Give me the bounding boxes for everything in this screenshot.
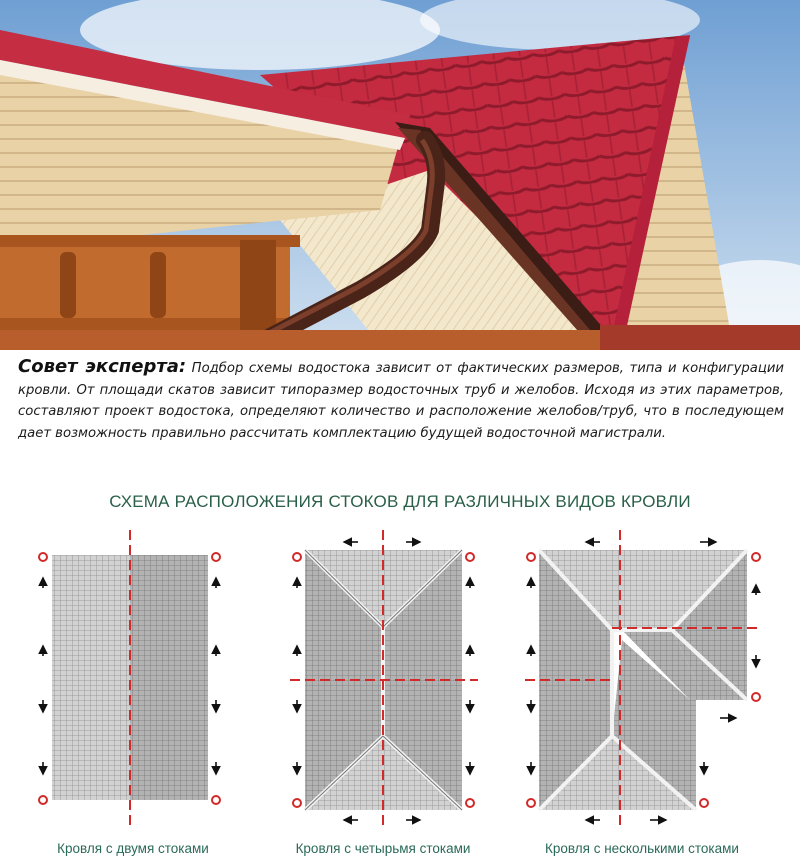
expert-tip [18,356,784,444]
expert-tip-text: Подбор схемы водостока зависит от фактических размеров, типа и конфигурации кровли. От площади скатов зависит типоразмер водосточных труб и желобов. Исходя из этих параметров, составляют проект водостока, определяют количество и расположение желобов/труб, что в последующем дает возможность правильно рассчитать комплектацию будущей водосточной магистрали. [18,361,784,441]
roof-gutter-photo [0,0,800,350]
drain-schemes [0,530,800,840]
diagram-two-slope [39,530,220,830]
caption-two-slope: Кровля с двумя стоками [57,841,209,856]
expert-tip-lead: Совет эксперта: [18,356,187,377]
scheme-heading: СХЕМА РАСПОЛОЖЕНИЯ СТОКОВ ДЛЯ РАЗЛИЧНЫХ ВИДОВ КРОВЛИ [109,492,691,511]
diagram-four-slope [290,530,478,830]
caption-multi-slope: Кровля с несколькими стоками [545,841,739,856]
caption-four-slope: Кровля с четырьмя стоками [295,841,471,856]
diagram-multi-slope [525,530,762,830]
